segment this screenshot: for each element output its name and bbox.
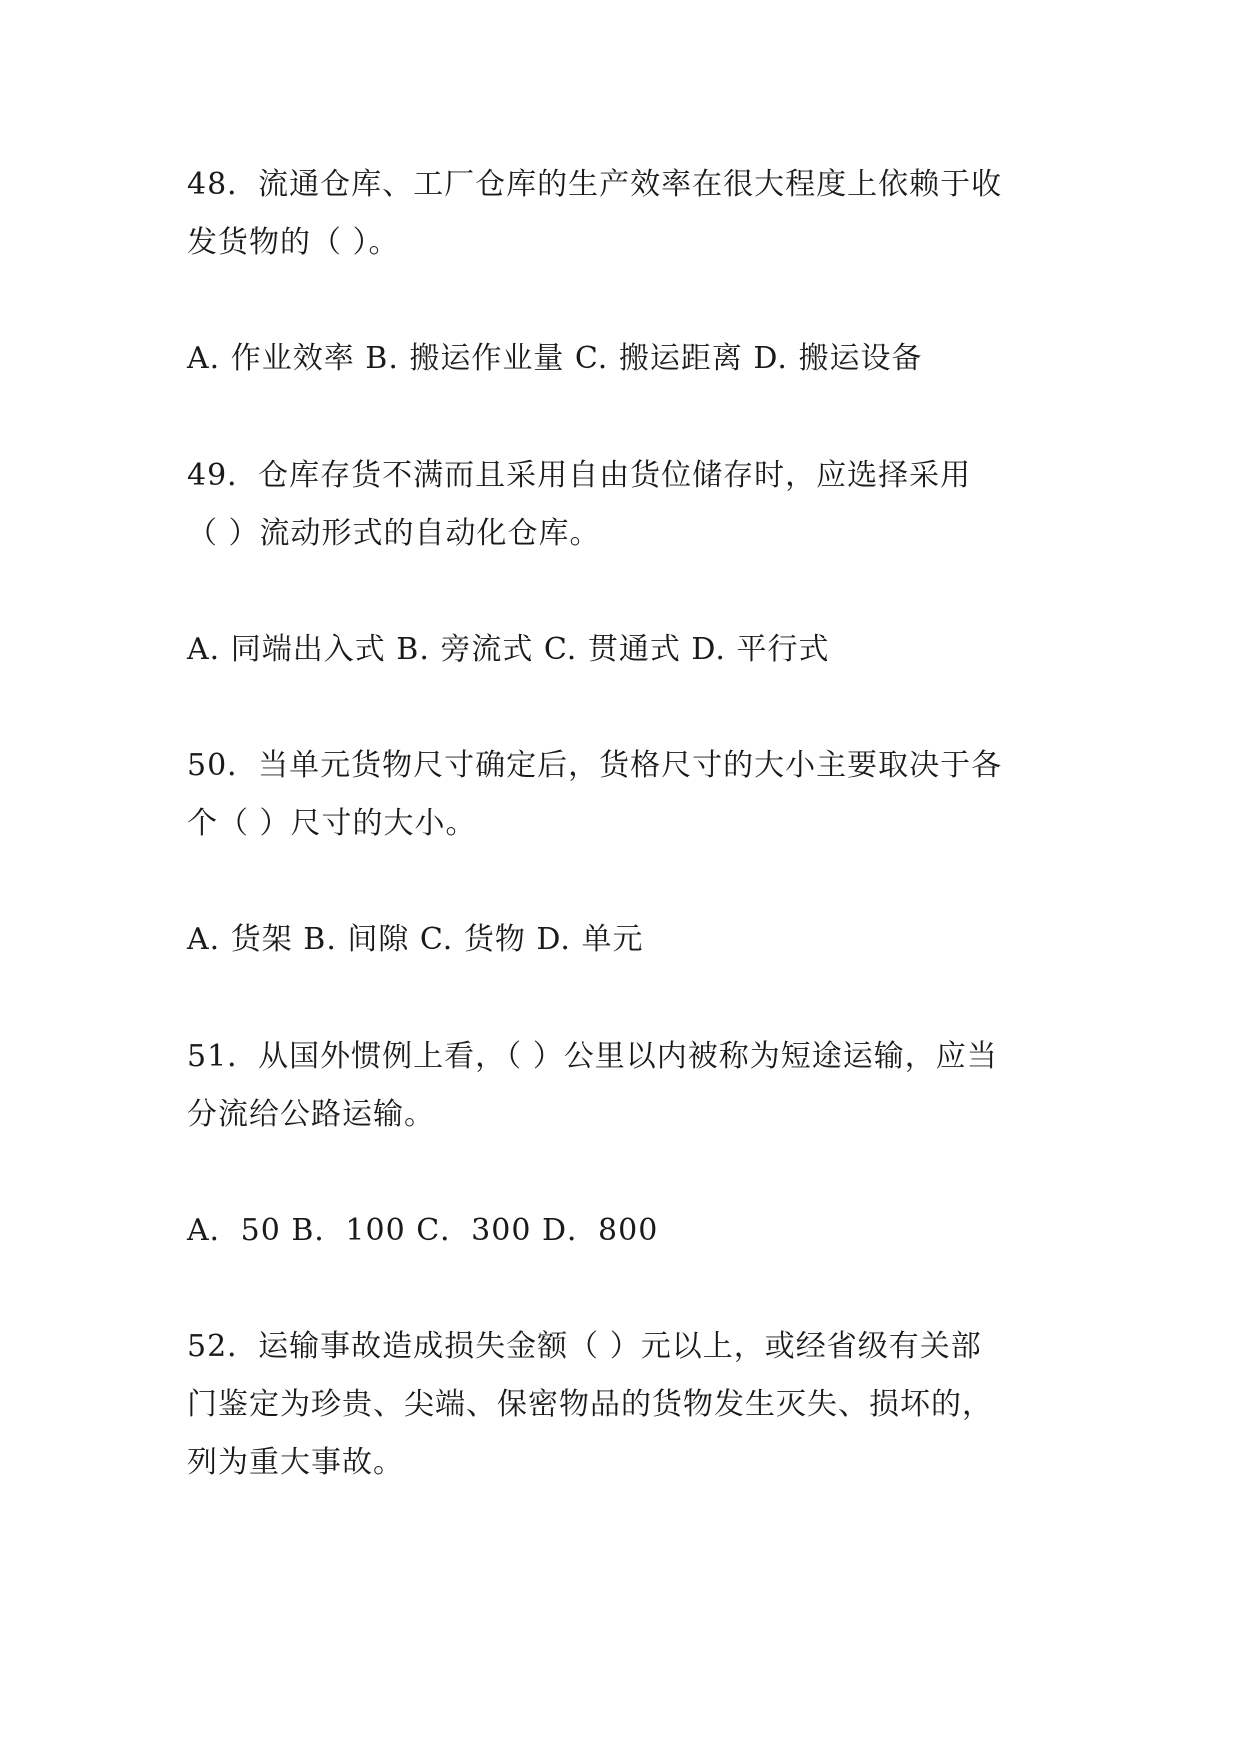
question-51-stem-line-2: 分流给公路运输。 — [187, 1097, 435, 1132]
question-49-options: A. 同端出入式 B. 旁流式 C. 贯通式 D. 平行式 — [187, 632, 830, 667]
question-52-stem-line-3: 列为重大事故。 — [187, 1445, 404, 1480]
question-52-stem-line-1: 52．运输事故造成损失金额（ ）元以上，或经省级有关部 — [187, 1329, 982, 1364]
question-51-stem-line-1: 51．从国外惯例上看，（ ）公里以内被称为短途运输，应当 — [187, 1039, 998, 1074]
question-50-stem-line-1: 50．当单元货物尺寸确定后，货格尺寸的大小主要取决于各 — [187, 748, 1003, 783]
question-51-options: A．50 B．100 C．300 D．800 — [187, 1213, 659, 1248]
question-49-stem-line-1: 49．仓库存货不满而且采用自由货位储存时，应选择采用 — [187, 458, 972, 493]
question-49-stem-line-2: （ ）流动形式的自动化仓库。 — [187, 516, 601, 551]
question-50-options: A. 货架 B. 间隙 C. 货物 D. 单元 — [187, 922, 644, 957]
question-48-options: A. 作业效率 B. 搬运作业量 C. 搬运距离 D. 搬运设备 — [187, 341, 923, 376]
question-48-stem-line-2: 发货物的（ ）。 — [187, 225, 400, 260]
question-52-stem-line-2: 门鉴定为珍贵、尖端、保密物品的货物发生灭失、损坏的， — [187, 1387, 993, 1422]
question-48-stem-line-1: 48．流通仓库、工厂仓库的生产效率在很大程度上依赖于收 — [187, 167, 1003, 202]
question-50-stem-line-2: 个（ ）尺寸的大小。 — [187, 806, 477, 841]
